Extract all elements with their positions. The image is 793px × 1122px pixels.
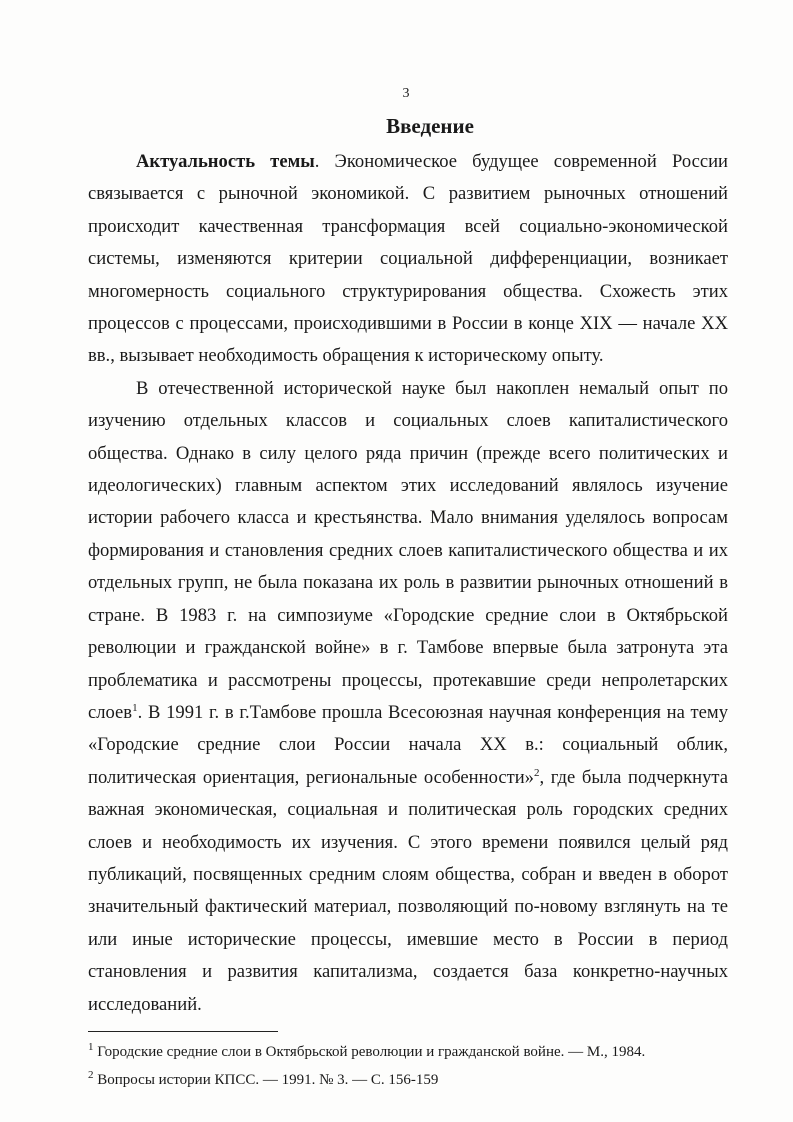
footnote-item <box>88 1066 728 1094</box>
paragraph-text: В отечественной исторической науке был накоплен немалый опыт по изучению отдельных классов и социальных слоев капиталистического общества. Однако в силу целого ряда причин (прежде всего политических и идеологических) главным аспектом этих исследований являлось изучение истории рабочего класса и крестьянства. Мало внимания уделялось вопросам формирования и становления средних слоев капиталистического общества и их отдельных групп, не была показана их роль в развитии рыночных отношений в стране. В 1983 г. на симпозиуме «Городские средние слои в Октябрьской революции и гражданской войне» в г. Тамбове впервые была затронута эта проблематика и рассмотрены процессы, протекавшие среди непролетарских слоев <box>88 377 728 723</box>
footnote-mark: 2 <box>88 1069 94 1081</box>
paragraph-historiography <box>88 373 728 1021</box>
paragraph-text: . В 1991 г. в г.Тамбове прошла Всесоюзная научная конференция на тему «Городские средние слои России начала XX в.: социальный облик, политическая ориентация, региональные особенности» <box>88 701 728 788</box>
section-heading: Введение <box>386 114 474 138</box>
paragraph-relevance <box>88 146 728 373</box>
footnote-text: Городские средние слои в Октябрьской революции и гражданской войне. — М., 1984. <box>93 1044 646 1060</box>
footnote-text: Вопросы истории КПСС. — 1991. № 3. — С. 156-159 <box>93 1072 439 1088</box>
footnote-reference[interactable]: 2 <box>533 766 540 779</box>
paragraph-text: , где была подчеркнута важная экономическая, социальная и политическая роль городских средних слоев и необходимость их изучения. С этого времени появился целый ряд публикаций, посвященных средним слоям общества, собран и введен в оборот значительный фактический материал, позволяющий по-новому взглянуть на те или иные исторические процессы, имевшие место в России в период становления и развития капитализма, создается база конкретно-научных исследований. <box>88 766 728 1015</box>
footnote-item <box>88 1038 728 1066</box>
footnote-reference[interactable]: 1 <box>132 701 138 714</box>
page-number: 3 <box>402 86 410 101</box>
paragraph-lead: Актуальность темы <box>136 151 315 172</box>
footnote-divider <box>88 1031 278 1032</box>
footnote-mark: 1 <box>88 1041 94 1053</box>
paragraph-text: . Экономическое будущее современной России связывается с рыночной экономикой. С развитием рыночных отношений происходит качественная трансформация всей социально-экономической системы, изменяются критерии социальной дифференциации, возникает многомерность социального структурирования общества. Схожесть этих процессов с процессами, происходившими в России в конце XIX — начале XX вв., вызывает необходимость обращения к историческому опыту. <box>88 151 728 367</box>
footnotes <box>88 1038 728 1094</box>
body-text <box>88 146 728 1021</box>
